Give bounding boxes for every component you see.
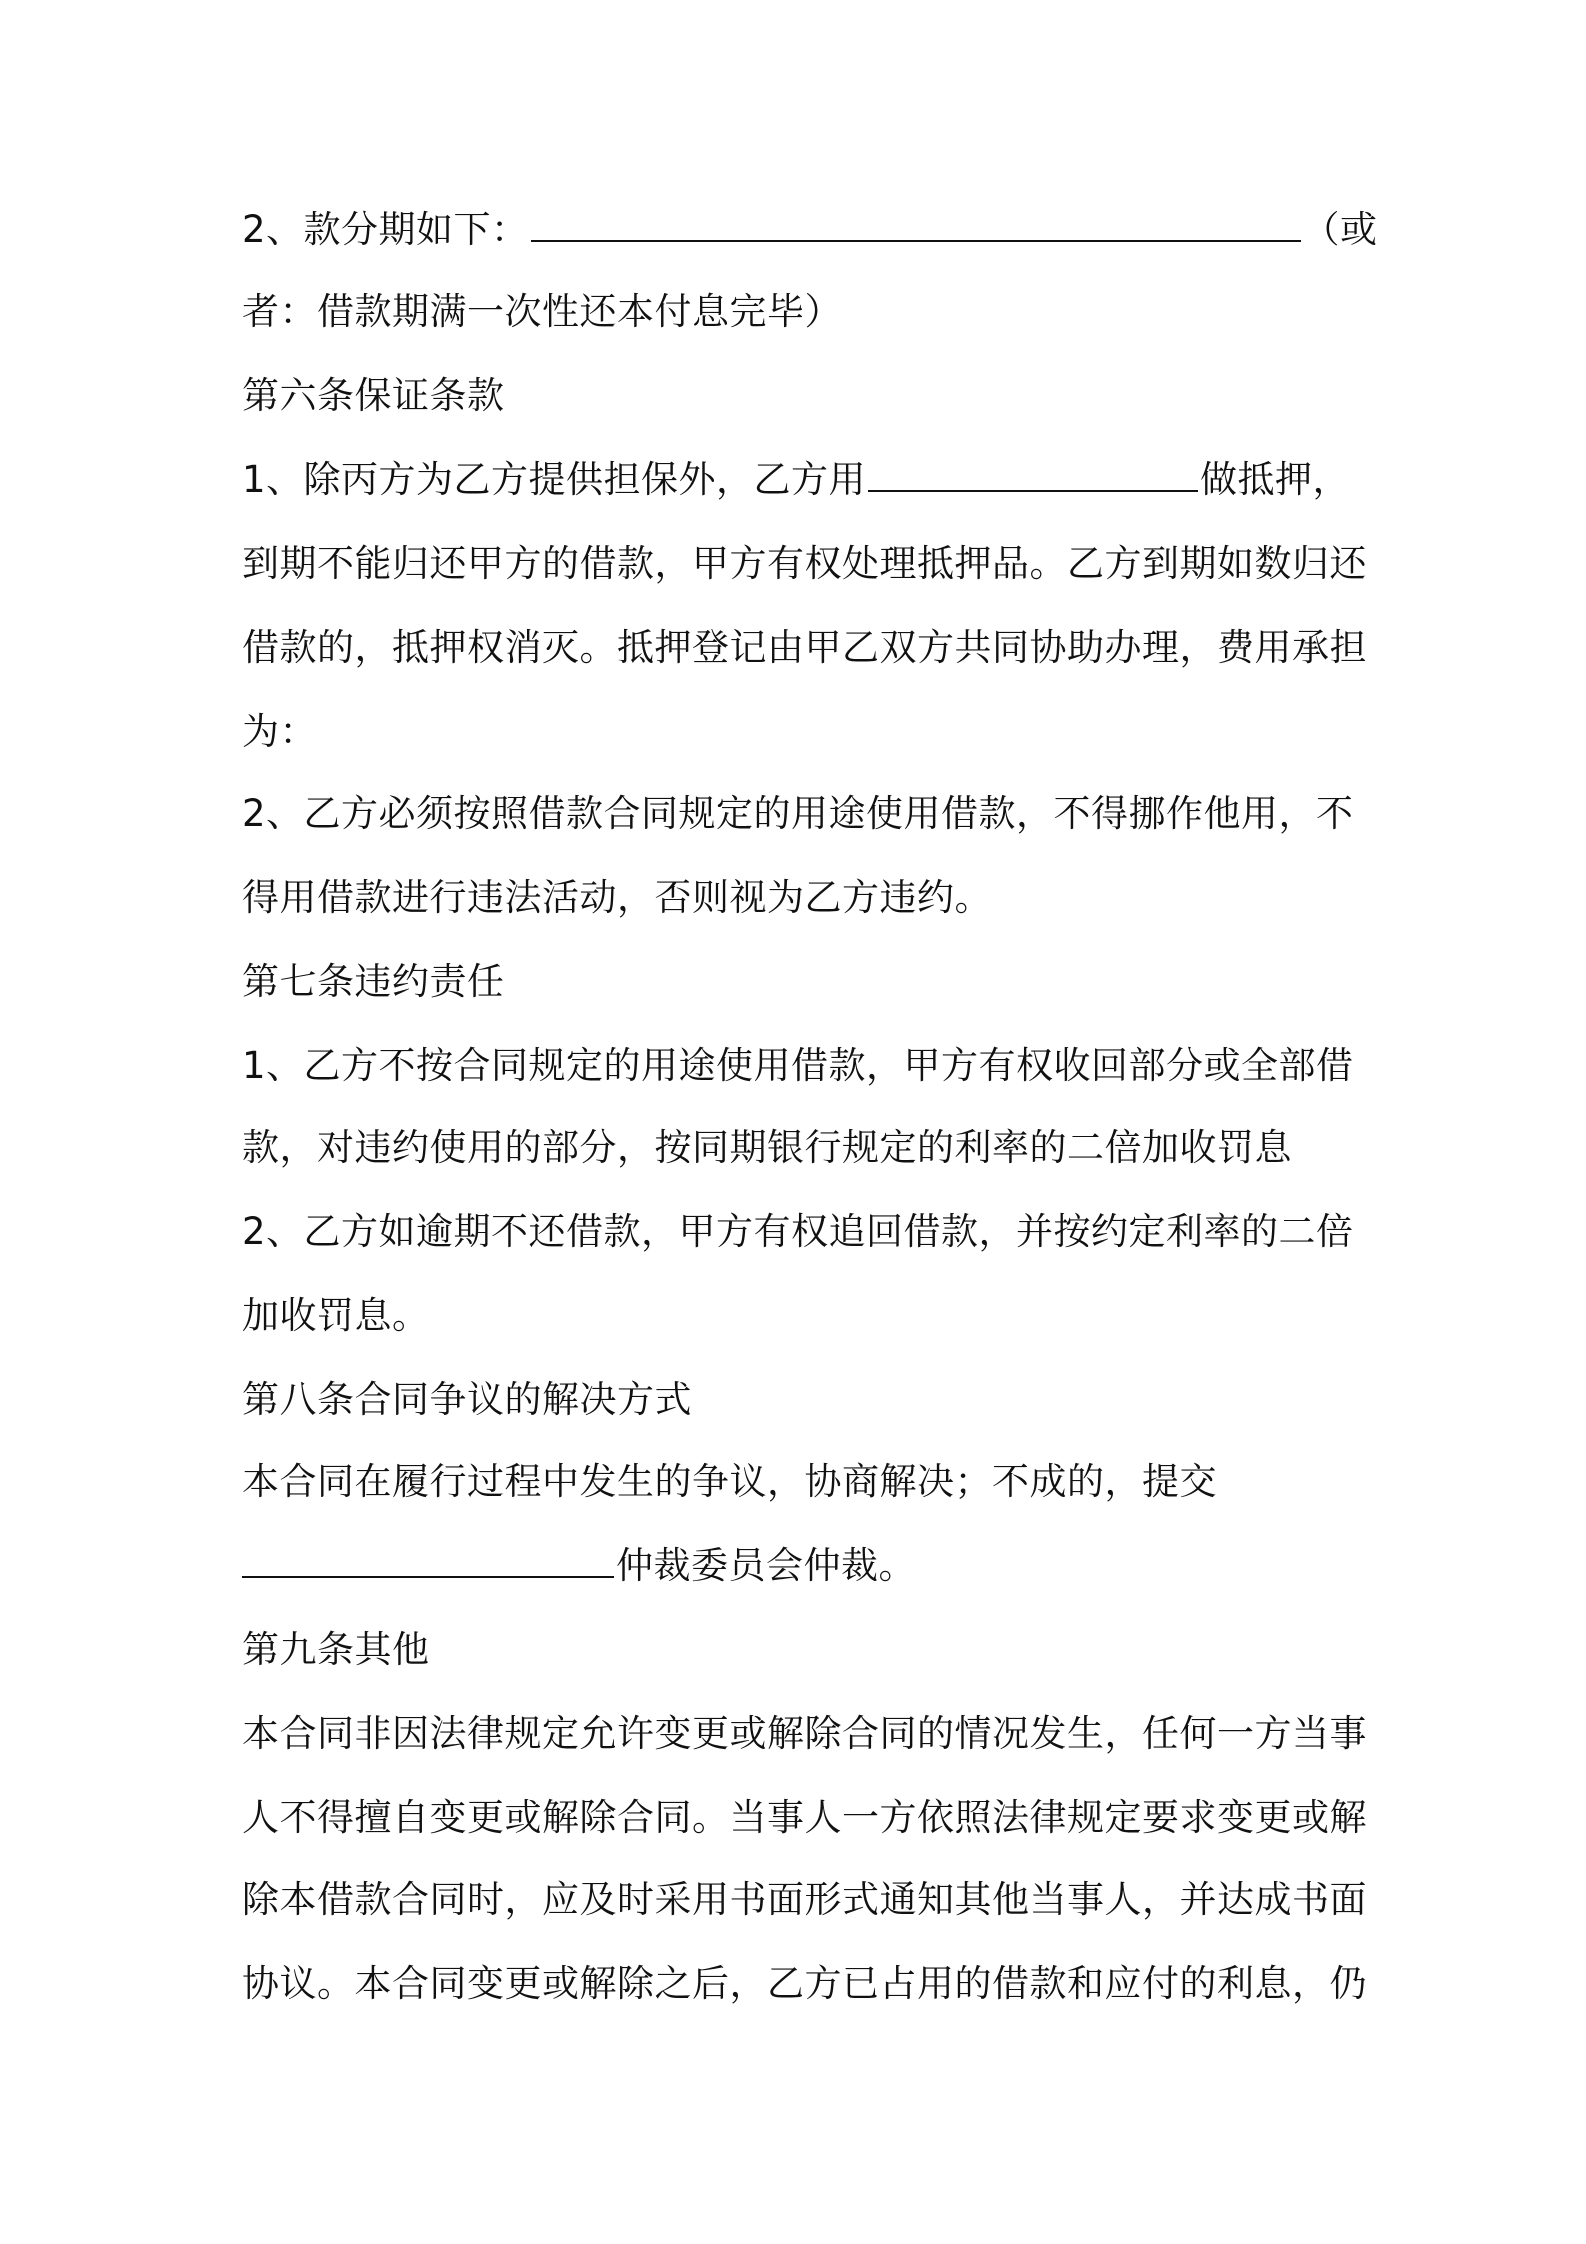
section-heading-breach: 第七条违约责任 [242,960,505,1003]
text-segment: 做抵押， [1200,458,1351,501]
text-line: 者：借款期满一次性还本付息完毕） [242,290,842,333]
section-heading-dispute: 第八条合同争议的解决方式 [242,1378,692,1421]
text-line: 本合同在履行过程中发生的争议，协商解决；不成的，提交 [242,1460,1217,1503]
text-line: 除本借款合同时，应及时采用书面形式通知其他当事人，并达成书面 [242,1878,1367,1921]
text-line-installment [242,206,1378,254]
text-line: 加收罚息。 [242,1294,430,1337]
text-line: 款，对违约使用的部分，按同期银行规定的利率的二倍加收罚息 [242,1126,1292,1169]
text-line: 人不得擅自变更或解除合同。当事人一方依照法律规定要求变更或解 [242,1796,1367,1839]
text-line: 1、乙方不按合同规定的用途使用借款，甲方有权收回部分或全部借 [242,1044,1354,1087]
section-heading-other: 第九条其他 [242,1628,430,1671]
arbitration-blank-field[interactable] [242,1542,614,1578]
text-line: 为： [242,710,317,753]
text-line-arbitration [242,1542,1362,1590]
text-line: 借款的，抵押权消灭。抵押登记由甲乙双方共同协助办理，费用承担 [242,626,1367,669]
text-line: 本合同非因法律规定允许变更或解除合同的情况发生，任何一方当事 [242,1712,1367,1755]
text-line: 得用借款进行违法活动，否则视为乙方违约。 [242,876,992,919]
text-segment: 仲裁委员会仲裁。 [616,1544,916,1587]
text-line: 2、乙方必须按照借款合同规定的用途使用借款，不得挪作他用，不 [242,792,1354,835]
text-line-collateral [242,456,1362,504]
installment-blank-field[interactable] [531,206,1301,242]
text-segment: 2、款分期如下： [242,208,529,251]
text-line: 2、乙方如逾期不还借款，甲方有权追回借款，并按约定利率的二倍 [242,1210,1354,1253]
section-heading-guarantee: 第六条保证条款 [242,374,505,417]
text-segment: 1、除丙方为乙方提供担保外，乙方用 [242,458,867,501]
text-segment: （或 [1302,208,1378,251]
text-line: 协议。本合同变更或解除之后，乙方已占用的借款和应付的利息，仍 [242,1962,1367,2005]
text-line: 到期不能归还甲方的借款，甲方有权处理抵押品。乙方到期如数归还 [242,542,1367,585]
collateral-blank-field[interactable] [868,456,1198,492]
